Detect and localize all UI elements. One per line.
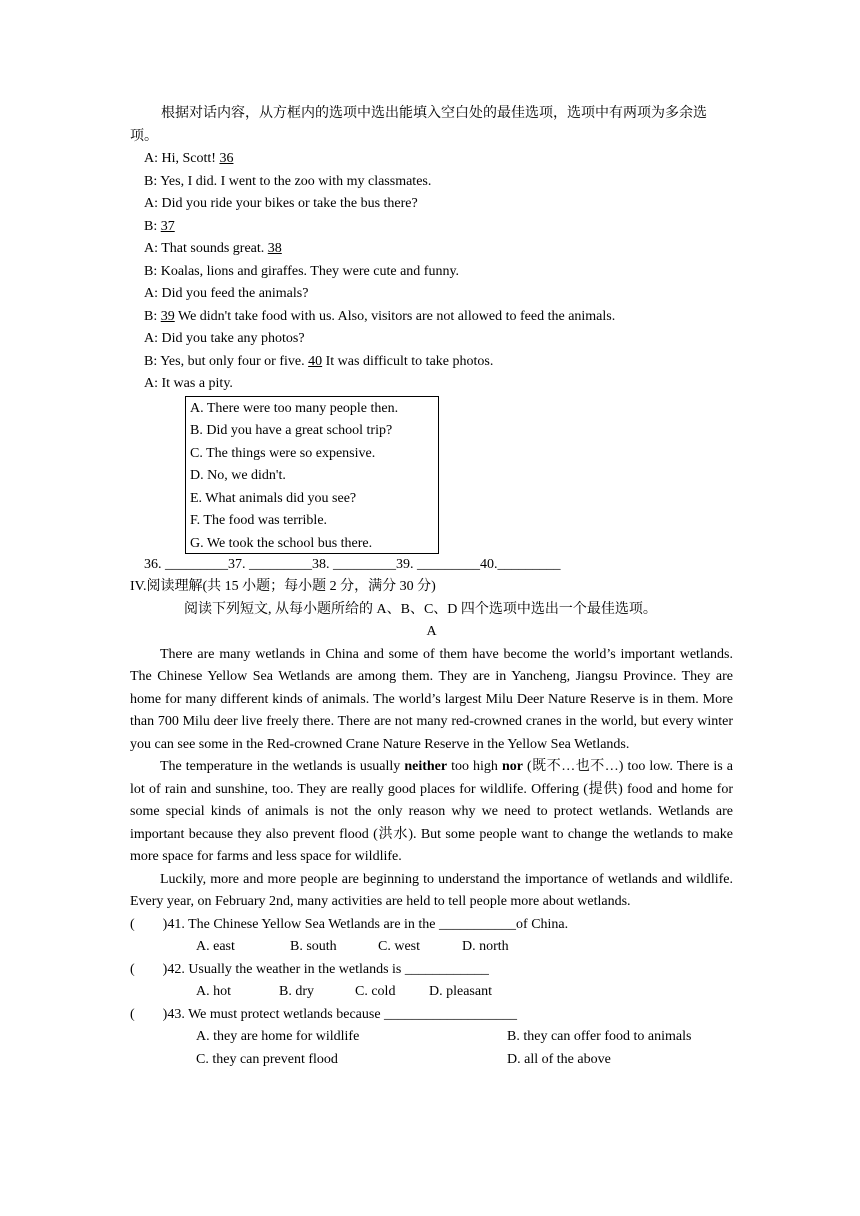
- q41-option-d: D. north: [462, 939, 509, 954]
- dialogue-line: B: Yes, I did. I went to the zoo with my classmates.: [144, 173, 432, 189]
- blank-38: 38: [267, 241, 282, 256]
- blank-36: 36: [219, 151, 234, 166]
- section4-heading: IV.阅读理解(共 15 小题；每小题 2 分，满分 30 分): [130, 579, 436, 594]
- q42-option-b: B. dry: [279, 984, 314, 999]
- question-43-options: [130, 1026, 733, 1071]
- option-a: A. There were too many people then.: [190, 400, 399, 416]
- dialogue: [130, 148, 733, 396]
- dialogue-line: A: Did you feed the animals?: [144, 286, 309, 301]
- question-41: ( )41. The Chinese Yellow Sea Wetlands are in the ___________of China.: [130, 916, 569, 932]
- q41-option-c: C. west: [378, 939, 420, 954]
- dialogue-line: A: Did you take any photos?: [144, 331, 305, 346]
- option-d: D. No, we didn't.: [190, 468, 286, 483]
- question-41-options: [130, 936, 733, 959]
- question-42-options: [130, 981, 733, 1004]
- q42-option-d: D. pleasant: [429, 984, 492, 999]
- dialogue-line: B: Koalas, lions and giraffes. They were cute and funny.: [144, 263, 460, 279]
- dialogue-line: A: That sounds great. 38: [144, 241, 282, 256]
- passage-label: A: [426, 624, 437, 639]
- passage-paragraph-2: The temperature in the wetlands is usually neither too high nor (既不…也不…) too low. There is a lot of rain and sunshine, too. They are really good places for wildlife. Offering (提供) food and home for some special kinds of animals is not the only reason why we need to protect wetlands. Wetlands are important because they also prevent flood (洪水). But some people want to change the wetlands to make more space for farms and less space for wildlife.: [130, 759, 733, 864]
- option-e: E. What animals did you see?: [190, 490, 357, 506]
- exam-page: [130, 103, 733, 1071]
- question-42: ( )42. Usually the weather in the wetlands is ____________: [130, 961, 489, 977]
- section3-instruction: 根据对话内容，从方框内的选项中选出能填入空白处的最佳选项，选项中有两项为多余选项。: [130, 106, 707, 144]
- section4-instruction: 阅读下列短文, 从每小题所给的 A、B、C、D 四个选项中选出一个最佳选项。: [184, 601, 657, 617]
- dialogue-line: B: 37: [144, 218, 175, 234]
- passage-paragraph-1: There are many wetlands in China and some of them have become the world’s important wetlands. The Chinese Yellow Sea Wetlands are among them. They are in Yancheng, Jiangsu Province. They are home for many different kinds of animals. The world’s largest Milu Deer Nature Reserve is in them. More than 700 Milu deer live freely there. There are not many red-crowned cranes in the world, but every winter you can see some in the Red-crowned Crane Nature Reserve in the Yellow Sea Wetlands.: [130, 646, 733, 752]
- blank-39: 39: [160, 308, 175, 324]
- dialogue-line: B: 39 We didn't take food with us. Also, visitors are not allowed to feed the animals.: [144, 308, 616, 324]
- dialogue-line: A: Did you ride your bikes or take the bus there?: [144, 196, 418, 211]
- q43-option-b: B. they can offer food to animals: [507, 1029, 692, 1044]
- option-f: F. The food was terrible.: [190, 513, 328, 528]
- option-g: G. We took the school bus there.: [190, 535, 373, 551]
- option-c: C. The things were so expensive.: [190, 445, 376, 461]
- blank-37: 37: [160, 218, 175, 234]
- q41-option-a: A. east: [196, 939, 235, 954]
- q43-option-a: A. they are home for wildlife: [196, 1029, 360, 1044]
- options-box: [185, 396, 439, 554]
- question-43: ( )43. We must protect wetlands because ___________________: [130, 1006, 518, 1022]
- q41-option-b: B. south: [290, 939, 337, 954]
- option-b: B. Did you have a great school trip?: [190, 423, 393, 438]
- q43-option-c: C. they can prevent flood: [196, 1051, 338, 1067]
- answer-line: 36. _________37. _________38. _________39. _________40._________: [144, 556, 561, 572]
- dialogue-line: A: Hi, Scott! 36: [144, 151, 234, 166]
- blank-40: 40: [308, 353, 323, 369]
- passage-paragraph-3: Luckily, more and more people are beginning to understand the importance of wetlands and wildlife. Every year, on February 2nd, many activities are held to tell people more about wetlands.: [130, 871, 733, 909]
- q43-option-d: D. all of the above: [507, 1051, 611, 1067]
- q42-option-a: A. hot: [196, 984, 231, 999]
- q42-option-c: C. cold: [355, 984, 396, 999]
- dialogue-line: A: It was a pity.: [144, 376, 233, 391]
- dialogue-line: B: Yes, but only four or five. 40 It was difficult to take photos.: [144, 353, 494, 369]
